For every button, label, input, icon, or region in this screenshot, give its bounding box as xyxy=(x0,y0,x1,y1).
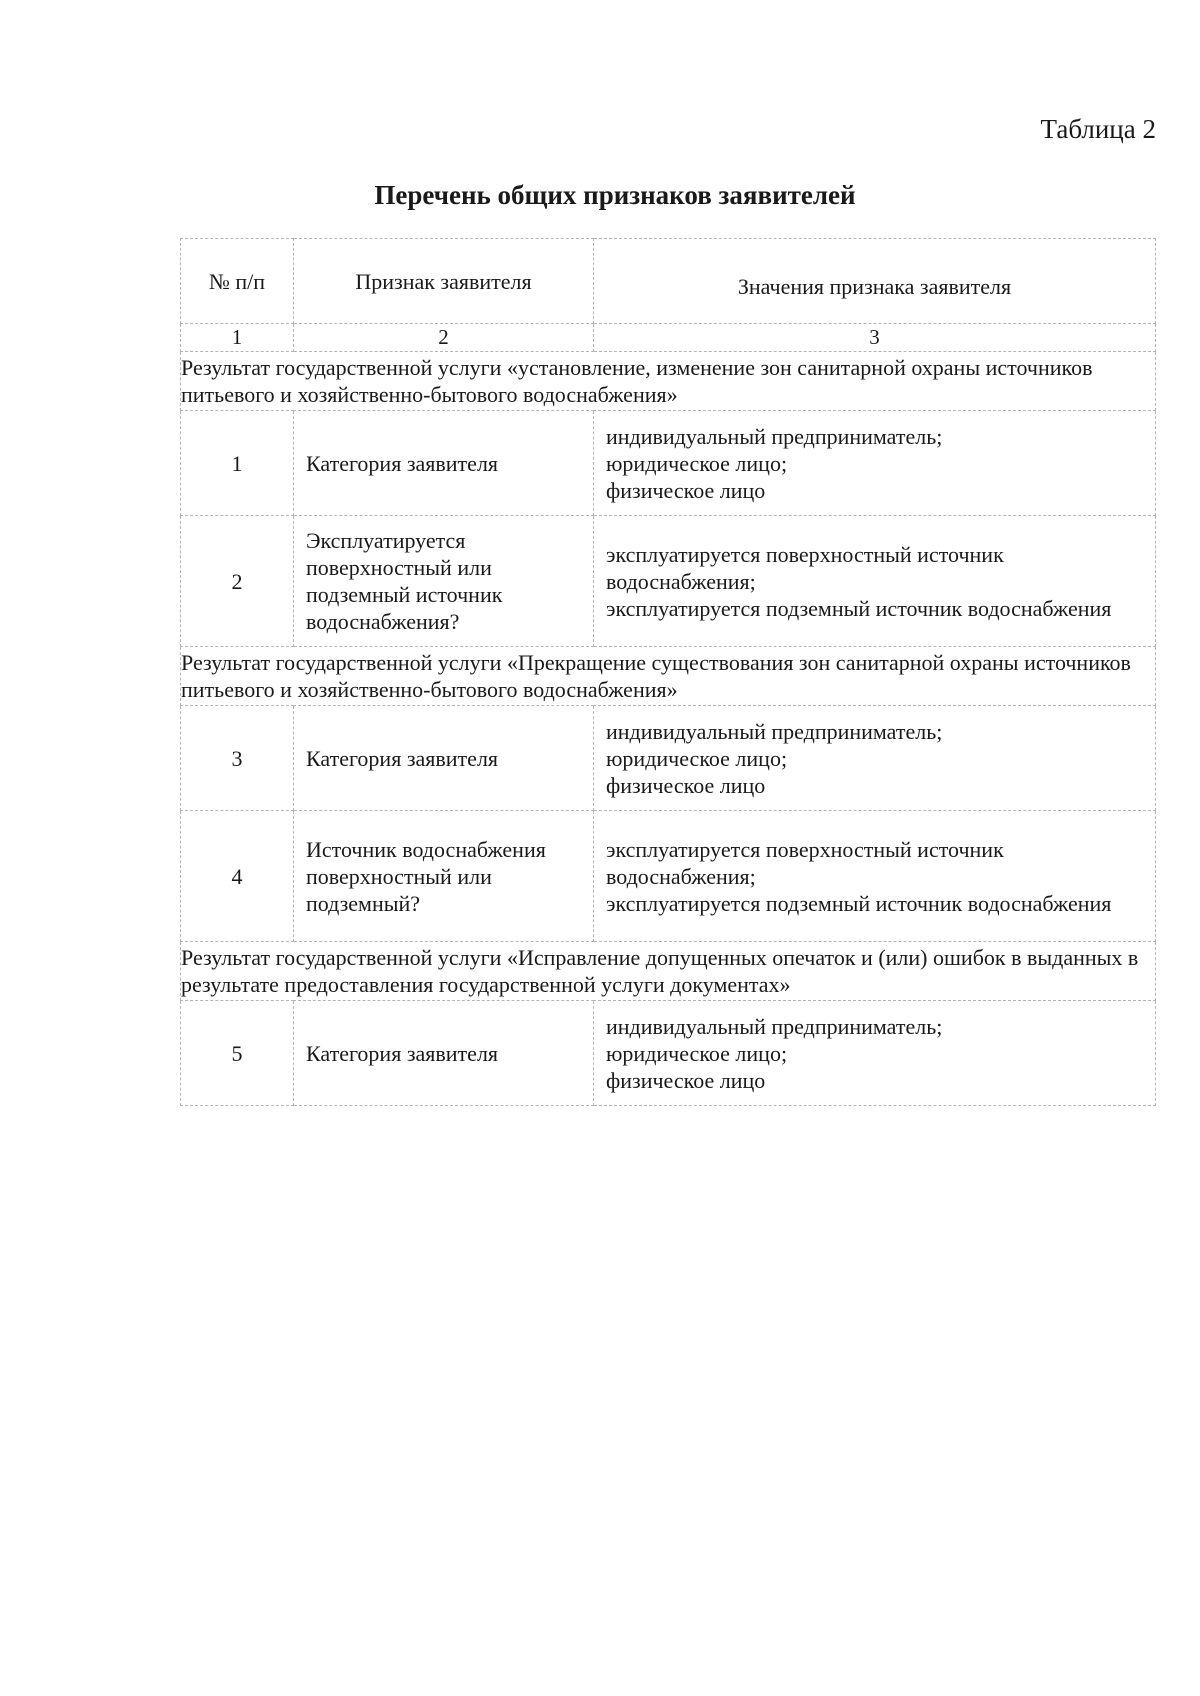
section-heading: Результат государственной услуги «Прекращение существования зон санитарной охраны источников питьевого и хозяйственно-бытового водоснабжения» xyxy=(181,647,1156,706)
column-header-number: № п/п xyxy=(181,239,294,324)
table-header-row xyxy=(181,239,1156,324)
document-title: Перечень общих признаков заявителей xyxy=(374,180,856,210)
column-number: 2 xyxy=(294,324,594,352)
row-values xyxy=(594,811,1156,942)
row-values xyxy=(594,411,1156,516)
row-value: физическое лицо xyxy=(606,477,766,503)
section-heading-row xyxy=(181,942,1156,1001)
table-row xyxy=(181,411,1156,516)
row-number: 5 xyxy=(181,1001,294,1106)
row-value: индивидуальный предприниматель; xyxy=(606,718,943,744)
column-numbers-row xyxy=(181,324,1156,352)
row-value: юридическое лицо; xyxy=(606,745,788,771)
row-values xyxy=(594,1001,1156,1106)
section-heading: Результат государственной услуги «установление, изменение зон санитарной охраны источников питьевого и хозяйственно-бытового водоснабжения» xyxy=(181,352,1156,411)
row-number: 4 xyxy=(181,811,294,942)
row-value: индивидуальный предприниматель; xyxy=(606,423,943,449)
column-number: 3 xyxy=(594,324,1156,352)
column-header-values: Значения признака заявителя xyxy=(594,239,1156,324)
row-attribute: Категория заявителя xyxy=(294,1001,594,1106)
table-row xyxy=(181,1001,1156,1106)
row-attribute: Источник водоснабжения поверхностный или подземный? xyxy=(294,811,594,942)
table-row xyxy=(181,706,1156,811)
table-row xyxy=(181,516,1156,647)
section-heading-row xyxy=(181,352,1156,411)
row-value: эксплуатируется подземный источник водоснабжения xyxy=(606,595,1112,621)
row-attribute: Категория заявителя xyxy=(294,706,594,811)
row-attribute: Категория заявителя xyxy=(294,411,594,516)
row-value: эксплуатируется поверхностный источник водоснабжения; xyxy=(606,836,1004,889)
row-values xyxy=(594,516,1156,647)
row-value: физическое лицо xyxy=(606,772,766,798)
row-value: юридическое лицо; xyxy=(606,450,788,476)
column-header-attribute: Признак заявителя xyxy=(294,239,594,324)
section-heading: Результат государственной услуги «Исправление допущенных опечаток и (или) ошибок в выданных в результате предоставления государственной услуги документах» xyxy=(181,942,1156,1001)
table-number: Таблица 2 xyxy=(1040,114,1156,144)
row-number: 2 xyxy=(181,516,294,647)
row-values xyxy=(594,706,1156,811)
row-value: эксплуатируется поверхностный источник водоснабжения; xyxy=(606,541,1004,594)
table-row xyxy=(181,811,1156,942)
row-number: 3 xyxy=(181,706,294,811)
row-attribute: Эксплуатируется поверхностный или подземный источник водоснабжения? xyxy=(294,516,594,647)
column-number: 1 xyxy=(181,324,294,352)
row-number: 1 xyxy=(181,411,294,516)
section-heading-row xyxy=(181,647,1156,706)
applicant-criteria-table xyxy=(180,238,1156,1106)
row-value: эксплуатируется подземный источник водоснабжения xyxy=(606,890,1112,916)
row-value: физическое лицо xyxy=(606,1067,766,1093)
row-value: индивидуальный предприниматель; xyxy=(606,1013,943,1039)
row-value: юридическое лицо; xyxy=(606,1040,788,1066)
